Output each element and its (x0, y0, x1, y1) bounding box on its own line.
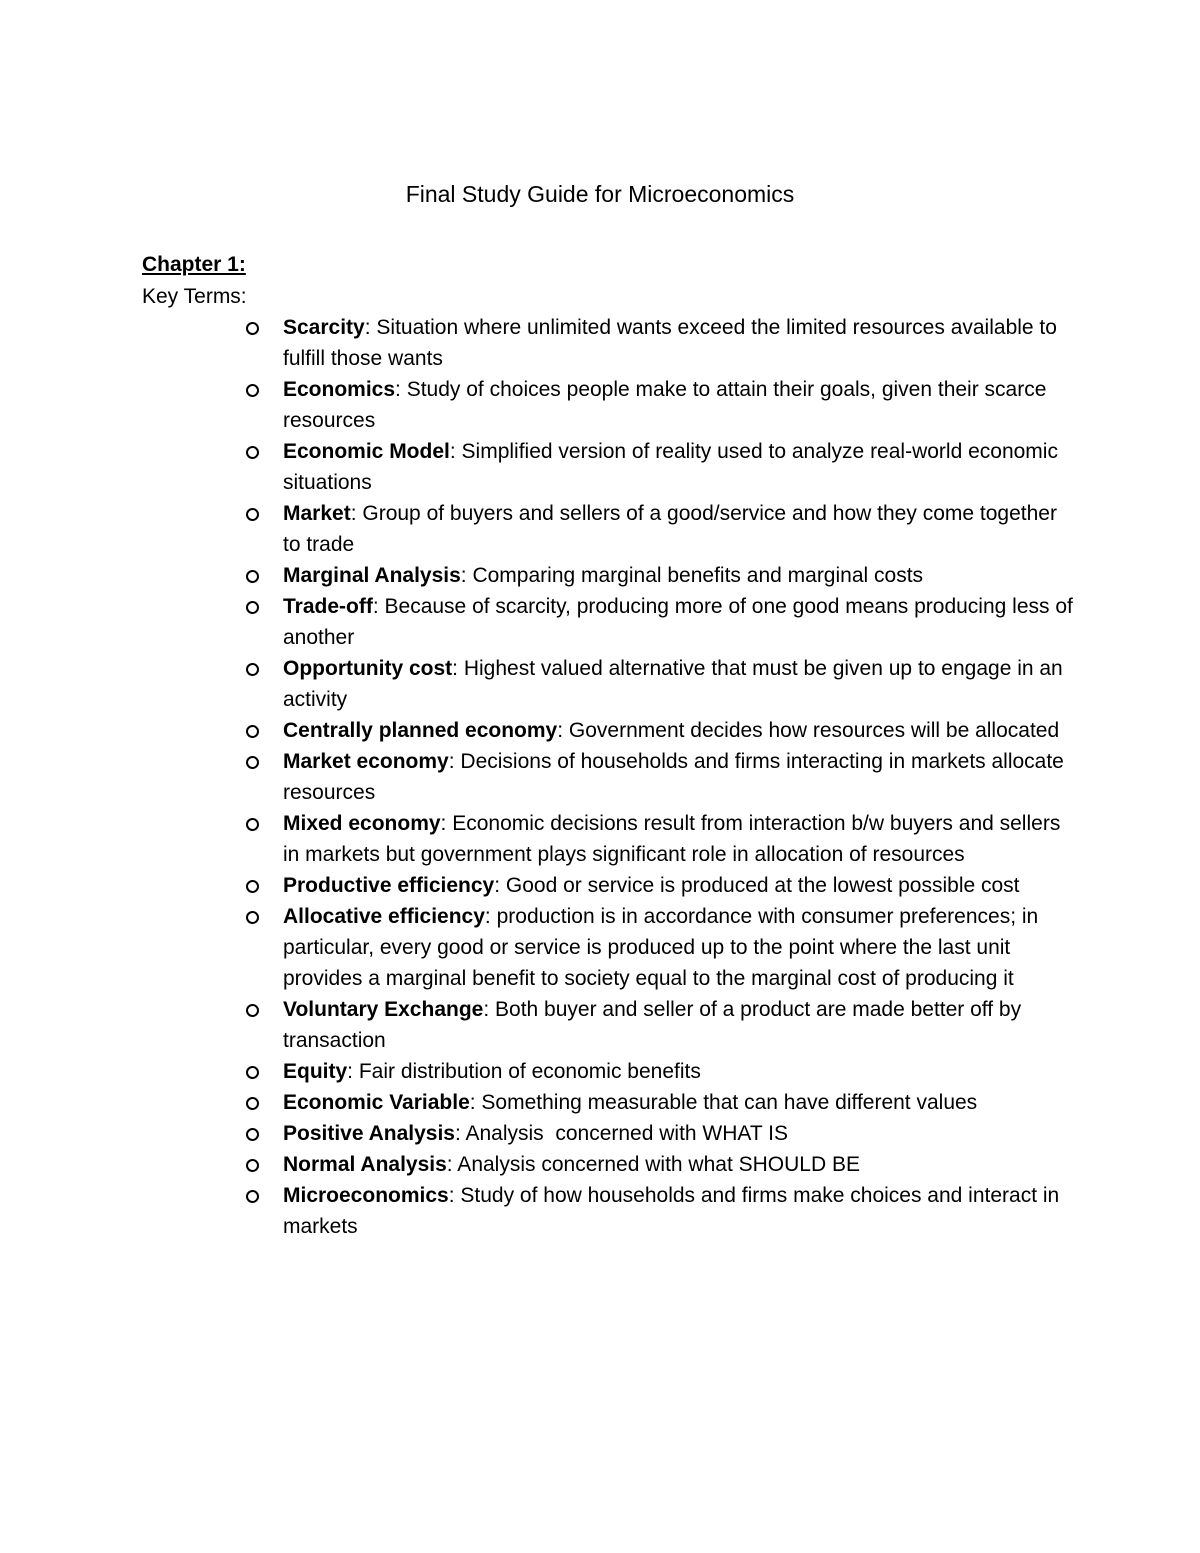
term-name: Economics (283, 378, 396, 401)
hollow-circle-bullet-icon (246, 601, 259, 614)
list-item (283, 653, 1073, 715)
hollow-circle-bullet-icon (246, 880, 259, 893)
term-definition: : Because of scarcity, producing more of one good means producing less of another (283, 595, 1073, 649)
term-definition: : Decisions of households and firms interacting in markets allocate resources (283, 750, 1064, 804)
list-item (283, 808, 1073, 870)
hollow-circle-bullet-icon (246, 663, 259, 676)
key-terms-label: Key Terms: (142, 285, 247, 308)
hollow-circle-bullet-icon (246, 384, 259, 397)
term-name: Positive Analysis (283, 1122, 455, 1145)
hollow-circle-bullet-icon (246, 1066, 259, 1079)
hollow-circle-bullet-icon (246, 1004, 259, 1017)
term-name: Economic Variable (283, 1091, 470, 1114)
list-item (283, 1087, 1073, 1118)
list-item (283, 715, 1073, 746)
term-name: Productive efficiency (283, 874, 495, 897)
key-terms-list (283, 312, 1073, 1242)
term-definition: : Good or service is produced at the lowest possible cost (494, 874, 1020, 897)
term-definition: : production is in accordance with consumer preferences; in particular, every good or service is produced up to the point where the last unit provides a marginal benefit to society equal to the marginal cost of producing it (283, 905, 1039, 990)
term-definition: : Study of how households and firms make choices and interact in markets (283, 1184, 1060, 1238)
term-definition: : Study of choices people make to attain their goals, given their scarce resources (283, 378, 1047, 432)
term-definition: : Analysis concerned with what SHOULD BE (446, 1153, 860, 1176)
term-name: Market economy (283, 750, 449, 773)
hollow-circle-bullet-icon (246, 322, 259, 335)
hollow-circle-bullet-icon (246, 508, 259, 521)
term-name: Mixed economy (283, 812, 441, 835)
list-item (283, 1180, 1073, 1242)
term-name: Opportunity cost (283, 657, 453, 680)
term-definition: : Government decides how resources will be allocated (557, 719, 1060, 742)
term-name: Equity (283, 1060, 348, 1083)
list-item (283, 746, 1073, 808)
hollow-circle-bullet-icon (246, 1097, 259, 1110)
term-name: Trade-off (283, 595, 373, 618)
hollow-circle-bullet-icon (246, 570, 259, 583)
list-item (283, 498, 1073, 560)
list-item (283, 436, 1073, 498)
term-name: Centrally planned economy (283, 719, 558, 742)
term-definition: : Comparing marginal benefits and marginal costs (460, 564, 924, 587)
hollow-circle-bullet-icon (246, 446, 259, 459)
term-definition: : Fair distribution of economic benefits (347, 1060, 701, 1083)
list-item (283, 312, 1073, 374)
hollow-circle-bullet-icon (246, 911, 259, 924)
term-definition: : Situation where unlimited wants exceed the limited resources available to fulfill those wants (283, 316, 1057, 370)
term-definition: : Highest valued alternative that must be given up to engage in an activity (283, 657, 1063, 711)
list-item (283, 591, 1073, 653)
hollow-circle-bullet-icon (246, 756, 259, 769)
list-item (283, 1118, 1073, 1149)
term-definition: : Simplified version of reality used to analyze real-world economic situations (283, 440, 1058, 494)
term-definition: : Group of buyers and sellers of a good/service and how they come together to trade (283, 502, 1057, 556)
hollow-circle-bullet-icon (246, 725, 259, 738)
hollow-circle-bullet-icon (246, 1159, 259, 1172)
list-item (283, 374, 1073, 436)
term-definition: : Economic decisions result from interaction b/w buyers and sellers in markets but government plays significant role in allocation of resources (283, 812, 1061, 866)
term-name: Allocative efficiency (283, 905, 485, 928)
hollow-circle-bullet-icon (246, 818, 259, 831)
term-name: Normal Analysis (283, 1153, 447, 1176)
term-name: Marginal Analysis (283, 564, 461, 587)
term-name: Market (283, 502, 351, 525)
list-item (283, 1056, 1073, 1087)
chapter-heading: Chapter 1: (142, 253, 246, 276)
hollow-circle-bullet-icon (246, 1190, 259, 1203)
hollow-circle-bullet-icon (246, 1128, 259, 1141)
term-definition: : Something measurable that can have different values (469, 1091, 978, 1114)
term-name: Microeconomics (283, 1184, 449, 1207)
document-title: Final Study Guide for Microeconomics (405, 181, 795, 207)
list-item (283, 870, 1073, 901)
term-name: Voluntary Exchange (283, 998, 484, 1021)
term-name: Scarcity (283, 316, 365, 339)
list-item (283, 1149, 1073, 1180)
term-definition: : Both buyer and seller of a product are made better off by transaction (283, 998, 1022, 1052)
list-item (283, 994, 1073, 1056)
list-item (283, 901, 1073, 994)
term-name: Economic Model (283, 440, 450, 463)
term-definition: : Analysis concerned with WHAT IS (454, 1122, 788, 1145)
list-item (283, 560, 1073, 591)
